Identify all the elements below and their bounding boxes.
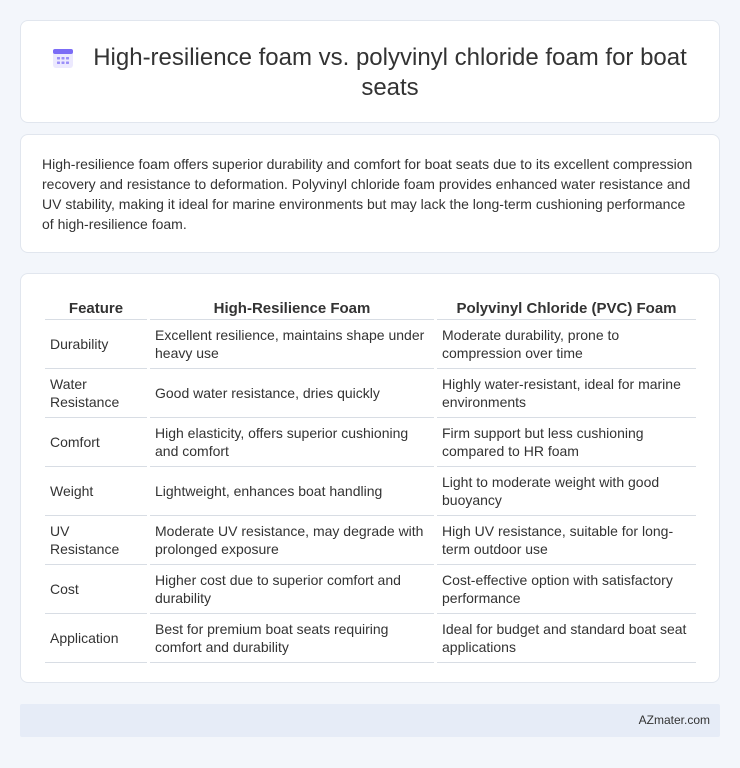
footer-site-name: AZmater.com: [638, 713, 710, 727]
page-title: High-resilience foam vs. polyvinyl chloride foam for boat seats: [93, 44, 687, 101]
pvc-foam-cell: Highly water-resistant, ideal for marine environments: [437, 369, 696, 418]
feature-cell: Comfort: [45, 418, 147, 467]
column-header-hr-foam: High-Resilience Foam: [150, 294, 434, 320]
feature-cell: UV Resistance: [45, 516, 147, 565]
feature-cell: Application: [45, 614, 147, 663]
table-row: [45, 320, 696, 369]
hr-foam-cell: Moderate UV resistance, may degrade with prolonged exposure: [150, 516, 434, 565]
feature-cell: Cost: [45, 565, 147, 614]
hr-foam-cell: Good water resistance, dries quickly: [150, 369, 434, 418]
table-row: [45, 467, 696, 516]
table-header-row: [45, 294, 696, 320]
summary-text: High-resilience foam offers superior durability and comfort for boat seats due to its excellent compression recovery and resistance to deformation. Polyvinyl chloride foam provides enhanced water resistance and UV stability, making it ideal for marine environments but may lack the long-term cushioning performance of high-resilience foam.: [42, 156, 693, 232]
column-header-feature: Feature: [45, 294, 147, 320]
hr-foam-cell: Excellent resilience, maintains shape under heavy use: [150, 320, 434, 369]
table-row: [45, 369, 696, 418]
table-row: [45, 565, 696, 614]
pvc-foam-cell: Moderate durability, prone to compression over time: [437, 320, 696, 369]
summary-card: [20, 134, 720, 253]
comparison-table: [42, 294, 699, 663]
pvc-foam-cell: Cost-effective option with satisfactory performance: [437, 565, 696, 614]
feature-cell: Durability: [45, 320, 147, 369]
hr-foam-cell: High elasticity, offers superior cushioning and comfort: [150, 418, 434, 467]
hr-foam-cell: Lightweight, enhances boat handling: [150, 467, 434, 516]
table-row: [45, 516, 696, 565]
hr-foam-cell: Best for premium boat seats requiring comfort and durability: [150, 614, 434, 663]
pvc-foam-cell: Ideal for budget and standard boat seat applications: [437, 614, 696, 663]
pvc-foam-cell: High UV resistance, suitable for long-term outdoor use: [437, 516, 696, 565]
table-row: [45, 418, 696, 467]
pvc-foam-cell: Firm support but less cushioning compared to HR foam: [437, 418, 696, 467]
table-row: [45, 614, 696, 663]
footer-bar: [20, 704, 720, 737]
title-card: [20, 20, 720, 123]
feature-cell: Water Resistance: [45, 369, 147, 418]
pvc-foam-cell: Light to moderate weight with good buoyancy: [437, 467, 696, 516]
hr-foam-cell: Higher cost due to superior comfort and durability: [150, 565, 434, 614]
comparison-table-card: [20, 273, 720, 683]
column-header-pvc-foam: Polyvinyl Chloride (PVC) Foam: [437, 294, 696, 320]
feature-cell: Weight: [45, 467, 147, 516]
